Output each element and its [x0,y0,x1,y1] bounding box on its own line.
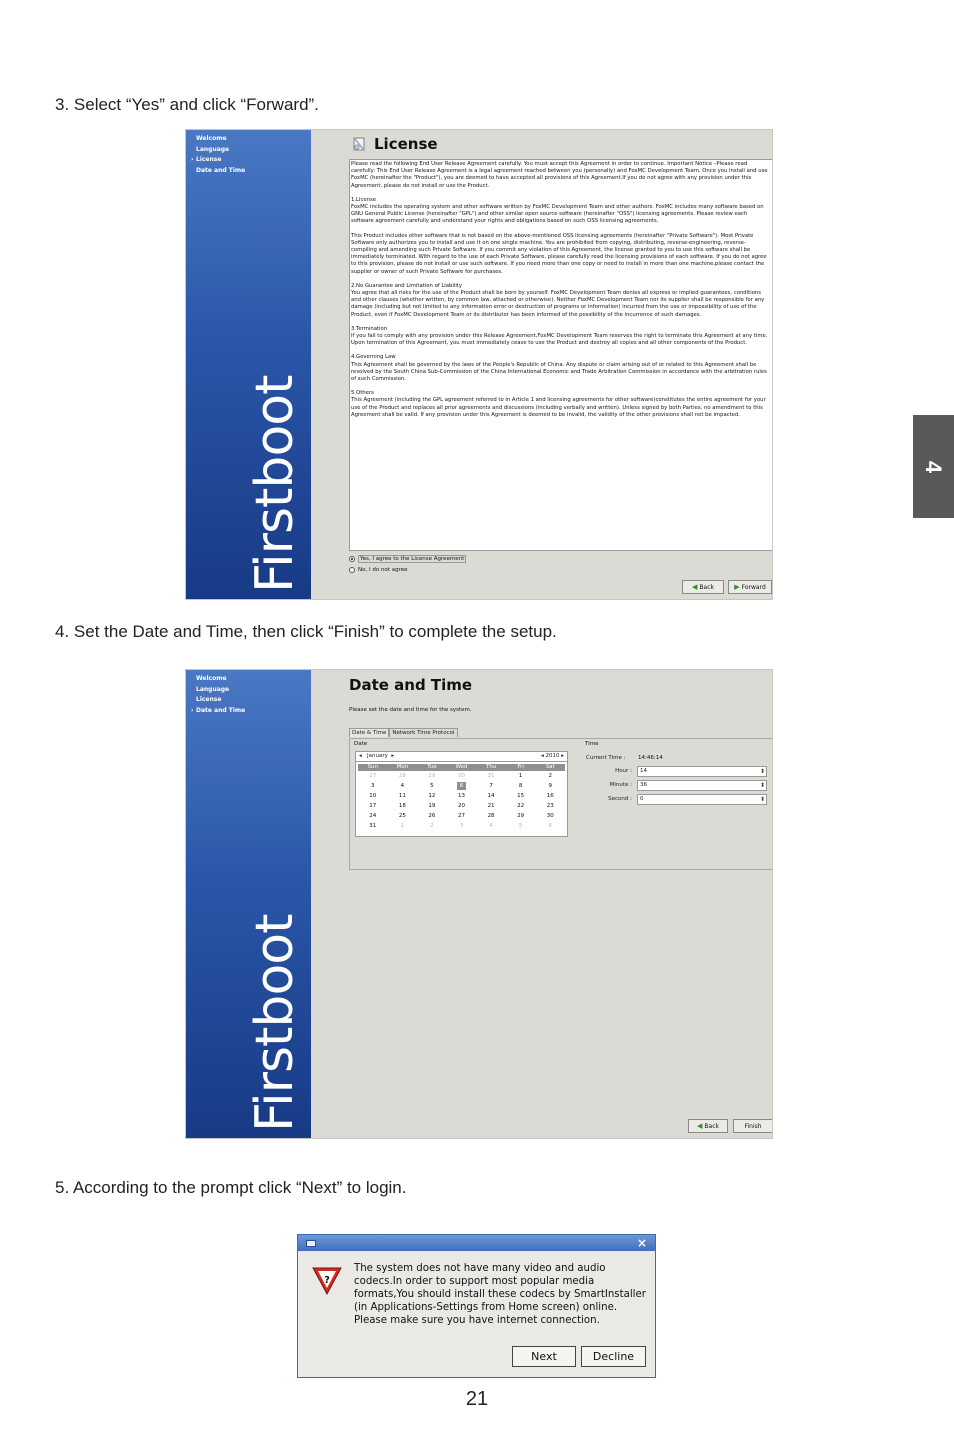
back-button[interactable]: ◀ Back [688,1119,728,1133]
current-time-value: 14:46:14 [638,755,663,761]
calendar-day[interactable]: 7 [489,783,493,789]
calendar-day[interactable]: 3 [371,783,375,789]
calendar-header [356,752,567,762]
datetime-panel [349,738,773,870]
back-arrow-icon: ◀ [692,583,698,591]
license-paragraph: 5.Others This Agreement (including the GPL agreement referred to in Article 1 and licensing agreements for other software)constitutes the entire agreement for your use of the Product and replaces all prior agreements and discussions (including verbally and written). Unless signed by both Parties, no amendment to this Agreement shall be valid. If any provision under this Agreement is deemed to be invalid, the validity of the other provisions shall not be impacted. [351,390,766,418]
second-label: Second : [608,796,632,802]
nav-item-license[interactable]: › License [196,155,311,166]
step-3-instruction: 3. Select “Yes” and click “Forward”. [55,95,319,114]
license-screenshot [185,129,773,600]
weekday-label: Sun [367,764,379,770]
weekday-header [358,764,565,771]
calendar-day[interactable]: 3 [459,823,464,829]
firstboot-nav [186,670,311,716]
forward-button[interactable]: ▶ Forward [728,580,772,594]
datetime-title: Date and Time [349,676,473,694]
time-group-label: Time [585,741,599,747]
nav-item-date-time[interactable]: Date and Time [196,166,246,174]
calendar-day[interactable]: 16 [546,793,554,799]
svg-text:?: ? [324,1275,330,1286]
calendar-day[interactable]: 2 [430,823,434,829]
agree-label: Yes, I agree to the License Agreement [360,556,465,562]
calendar-day[interactable]: 15 [517,793,525,799]
tab-date-time[interactable]: Date & Time [349,728,389,737]
nav-item-license[interactable]: License [196,696,222,703]
calendar-day[interactable]: 28 [398,773,406,779]
firstboot-sidebar [186,670,311,1138]
calendar-day[interactable]: 31 [369,823,377,829]
back-button[interactable]: ◀ Back [682,580,724,594]
calendar-day[interactable]: 31 [487,773,495,779]
calendar[interactable] [355,751,568,837]
calendar-day[interactable]: 19 [428,803,436,809]
weekday-label: Wed [455,764,468,770]
calendar-day[interactable]: 25 [398,813,406,819]
datetime-tabs [349,728,458,737]
current-step-arrow-icon: › [191,706,194,714]
calendar-day[interactable]: 18 [398,803,406,809]
calendar-day[interactable]: 28 [487,813,495,819]
calendar-day[interactable]: 4 [400,783,405,789]
window-menu-icon[interactable] [306,1240,316,1247]
calendar-day[interactable]: 5 [518,823,523,829]
calendar-day[interactable]: 29 [517,813,525,819]
calendar-day[interactable]: 10 [369,793,377,799]
tab-ntp[interactable]: Network Time Protocol [389,728,457,737]
datetime-screenshot [185,669,773,1139]
dialog-message: The system does not have many video and audio codecs.In order to support most popular media formats,You should install these codecs by SmartInstaller (in Applications-Settings from Home screen) online. Please make sure you have internet connection. [354,1263,646,1326]
current-step-arrow-icon: › [191,156,194,163]
agree-radio-option[interactable] [349,555,466,563]
calendar-day[interactable]: 22 [517,803,525,809]
firstboot-nav [186,130,311,176]
calendar-day[interactable]: 29 [428,773,436,779]
calendar-day[interactable]: 20 [457,803,465,809]
calendar-day[interactable]: 27 [369,773,377,779]
current-time-label: Current Time : [586,755,626,761]
back-arrow-icon: ◀ [697,1122,703,1130]
nav-item-language[interactable]: Language [196,685,230,693]
weekday-label: Tue [427,764,437,770]
page-number: 21 [465,1388,489,1410]
nav-item-language[interactable]: Language [196,145,230,153]
license-title: License [374,135,438,153]
firstboot-sidebar [186,130,311,599]
weekday-label: Thu [485,764,497,770]
calendar-day[interactable]: 4 [489,823,493,829]
year-selector[interactable]: ◂ 2010 ▸ [540,753,564,759]
hour-spinner[interactable]: 14 ⬍ [637,766,767,777]
second-spinner[interactable]: 0 ⬍ [637,794,767,805]
license-paragraph: 1.License FoxMC includes the operating system and other software written by FoxMC Development Team and other authors. FoxMC includes many software based on GNU General Public License (hereinafter "GPL") and other similar open source software (hereinafter "OSS") licensing agreements. Please review each software agreement carefully and understand your rights and obligations based on such OSS licensing agreements. [351,196,764,225]
dialog-titlebar [298,1235,655,1251]
finish-button[interactable]: Finish [733,1119,773,1133]
firstboot-brand: Firstboot [245,375,305,593]
weekday-label: Sat [545,764,555,770]
weekday-label: Fri [517,764,524,770]
calendar-day[interactable]: 30 [457,773,465,779]
calendar-day[interactable]: 23 [546,803,554,809]
month-selector[interactable]: ◂ January ▸ [359,753,395,759]
calendar-day[interactable]: 8 [518,783,523,789]
minute-label: Minute : [609,782,632,788]
step-4-instruction: 4. Set the Date and Time, then click “Finish” to complete the setup. [55,622,557,641]
close-icon[interactable]: × [636,1236,647,1250]
calendar-day[interactable]: 14 [487,793,495,799]
calendar-day[interactable]: 26 [428,813,436,819]
agree-radio[interactable] [349,556,355,562]
calendar-day[interactable]: 11 [398,793,406,799]
weekday-label: Mon [396,764,409,770]
date-group-label: Date [354,741,368,747]
calendar-day[interactable]: 9 [548,783,552,789]
calendar-day[interactable]: 30 [546,813,554,819]
nav-item-welcome[interactable]: Welcome [196,675,227,682]
minute-spinner[interactable]: 36 ⬍ [637,780,767,791]
license-agreement-text[interactable] [349,159,773,551]
calendar-day[interactable]: 5 [430,783,434,789]
forward-arrow-icon: ▶ [734,583,740,591]
calendar-day[interactable]: 21 [487,803,495,809]
license-paragraph: Please read the following End User Release Agreement carefully. You must accept this Agreement in order to continue. Important Notice –Please read carefully: This End User Release Agreement is a legal agreement reached between you (personally) and FoxMC Development Team. Once you install and use FoxMC (hereinafter the "Product"), you are deemed to have accepted all provisions of this Agreement.If you do not agree with any provision under this Agreement, please do not install or use the Product. [351,161,768,189]
chapter-tab: 4 [913,415,954,518]
calendar-day[interactable]: 6 [457,782,467,790]
license-paragraph: This Product includes other software that is not based on the above-mentioned OSS licensing agreements (hereinafter "Private Software"). Most Private Software only authorizes you to install and use it on one single machine. You are prohibited from copying, distributing, reverse-engineering, reverse-compiling and amending such Private Software. If you commit any violation of this Agreement, the license granted to you to use this software shall be immediately terminated. With regard to the use of each Private Software, please carefully read the licensing provisions of each software. If you do not agree to this provision, please do not install or use such software. If you need more than one copy or need to install in more than one machine,please contact the supplier or owner of such Private Software for purchases. [351,232,767,275]
calendar-day[interactable]: 6 [548,823,552,829]
nav-item-welcome[interactable]: Welcome [196,135,227,142]
firstboot-brand: Firstboot [245,914,305,1132]
calendar-day[interactable]: 1 [518,773,523,779]
license-document-icon [351,136,367,152]
calendar-days [358,772,565,830]
license-paragraph: 4.Governing Law This Agreement shall be governed by the laws of the People's Republic of China. Any dispute or claim arising out of or related to this Agreement shall be resolved by the South China Sub-Commission of the China International Economic and Trade Arbitration Commission in accordance with the arbitration rules of such Commission. [351,354,767,383]
calendar-day[interactable]: 17 [369,803,377,809]
decline-button[interactable]: Decline [581,1346,646,1367]
disagree-label: No, I do not agree [358,567,408,573]
datetime-subtitle: Please set the date and time for the system. [349,707,472,713]
calendar-day[interactable]: 27 [457,813,465,819]
license-paragraph: 2.No Guarantee and Limitation of Liability You agree that all risks for the use of the Product shall be born by yourself. FoxMC Development Team denies all express or implied guarantees, conditions and other clauses (whether written, by common law, attached or otherwise). Neither FoxMC Development Team nor its supplier shall be responsible for any damage (including but not limited to any information error or destruction of programs or information) incurred from the use or impossibility of use of the Product, even if FoxMC Development Team or its distributor has been informed of the possibility of the incurrence of such damages. [351,282,765,318]
calendar-day[interactable]: 24 [369,813,377,819]
calendar-day[interactable]: 1 [400,823,405,829]
disagree-radio[interactable] [349,567,355,573]
hour-label: Hour : [615,768,632,774]
codec-dialog [297,1234,656,1378]
next-button[interactable]: Next [512,1346,576,1367]
disagree-radio-option[interactable] [349,567,407,573]
calendar-day[interactable]: 2 [548,773,552,779]
calendar-day[interactable]: 12 [428,793,436,799]
license-paragraph: 3.Termination If you fail to comply with any provision under this Release Agreement,FoxMC Development Team reserves the right to terminate this Agreement at any time. Upon termination of this Agreement, you must immediately cease to use the Product and destroy all copies and all other components of the Product. [351,325,768,347]
nav-item-date-time[interactable]: › Date and Time [196,706,311,717]
calendar-day[interactable]: 13 [457,793,465,799]
warning-question-icon [311,1266,343,1296]
step-5-instruction: 5. According to the prompt click “Next” to login. [55,1178,407,1197]
